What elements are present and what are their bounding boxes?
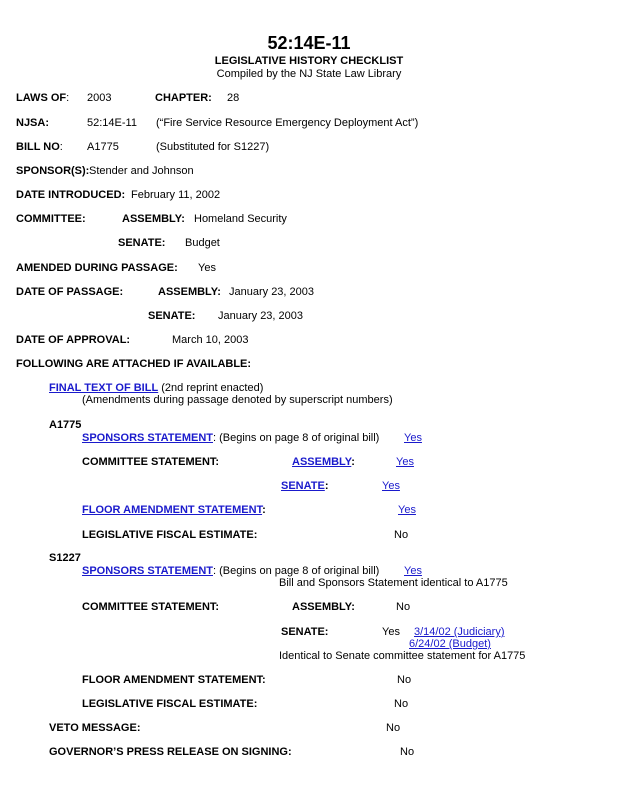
s1227-senate-budget-link[interactable]: 6/24/02 (Budget) (409, 638, 491, 650)
passage-senate-value: January 23, 2003 (218, 310, 304, 322)
njsa-value: 52:14E-11 (87, 117, 137, 129)
sponsors-value: Stender and Johnson (89, 165, 194, 177)
a1775-assembly-row: ASSEMBLY: (292, 456, 355, 468)
s1227-senate-note: Identical to Senate committee statement for A1775 (279, 650, 526, 662)
committee-senate-label: SENATE: (118, 237, 166, 249)
committee-assembly-value: Homeland Security (194, 213, 287, 225)
laws-of-label: LAWS OF: (16, 92, 70, 104)
a1775-senate-yes-link[interactable]: Yes (382, 480, 400, 492)
checklist-title: LEGISLATIVE HISTORY CHECKLIST (214, 55, 404, 67)
s1227-assembly-value: No (396, 601, 411, 613)
press-release-label: GOVERNOR’S PRESS RELEASE ON SIGNING: (49, 746, 292, 758)
final-text-row (49, 382, 263, 394)
s1227-sponsors-row (82, 565, 379, 577)
s1227-heading: S1227 (49, 552, 81, 564)
a1775-assembly-link[interactable]: ASSEMBLY (292, 456, 352, 468)
passage-label: DATE OF PASSAGE: (16, 286, 124, 298)
s1227-fiscal-value: No (394, 698, 409, 710)
bill-no-note: (Substituted for S1227) (156, 141, 270, 153)
s1227-senate-judiciary-link[interactable]: 3/14/02 (Judiciary) (414, 626, 505, 638)
act-name: (“Fire Service Resource Emergency Deployment Act”) (156, 117, 419, 129)
a1775-sponsors-note: : (Begins on page 8 of original bill) (213, 432, 380, 444)
s1227-sponsors-link[interactable]: SPONSORS STATEMENT (82, 565, 213, 577)
s1227-floor-label: FLOOR AMENDMENT STATEMENT: (82, 674, 266, 686)
a1775-heading: A1775 (49, 419, 82, 431)
press-release-value: No (400, 746, 415, 758)
chapter-value: 28 (227, 92, 240, 104)
njsa-label: NJSA: (16, 117, 50, 129)
passage-assembly-label: ASSEMBLY: (158, 286, 221, 298)
amended-value: Yes (198, 262, 216, 274)
a1775-committee-label: COMMITTEE STATEMENT: (82, 456, 220, 468)
date-introduced-label: DATE INTRODUCED: (16, 189, 126, 201)
date-introduced-value: February 11, 2002 (131, 189, 221, 201)
a1775-fiscal-label: LEGISLATIVE FISCAL ESTIMATE: (82, 529, 258, 541)
s1227-sponsors-note: : (Begins on page 8 of original bill) (213, 565, 380, 577)
a1775-sponsors-yes-link[interactable]: Yes (404, 432, 422, 444)
s1227-identical-note: Bill and Sponsors Statement identical to A1775 (279, 577, 508, 589)
final-text-link[interactable]: FINAL TEXT OF BILL (49, 382, 159, 394)
compiled-by: Compiled by the NJ State Law Library (216, 68, 402, 80)
committee-senate-value: Budget (185, 237, 220, 249)
bill-no-label: BILL NO: (16, 141, 63, 153)
amended-label: AMENDED DURING PASSAGE: (16, 262, 178, 274)
final-text-note: (2nd reprint enacted) (158, 382, 264, 394)
a1775-senate-row: SENATE: (281, 480, 329, 492)
veto-value: No (386, 722, 401, 734)
passage-senate-label: SENATE: (148, 310, 196, 322)
a1775-floor-yes-link[interactable]: Yes (398, 504, 416, 516)
committee-label: COMMITTEE: (16, 213, 86, 225)
a1775-floor-link[interactable]: FLOOR AMENDMENT STATEMENT (82, 504, 263, 516)
s1227-senate-value: Yes (382, 626, 400, 638)
a1775-assembly-yes-link[interactable]: Yes (396, 456, 414, 468)
chapter-label: CHAPTER: (155, 92, 212, 104)
amendments-note: (Amendments during passage denoted by superscript numbers) (82, 394, 393, 406)
sponsors-label: SPONSOR(S): (16, 165, 90, 177)
bill-no-value: A1775 (87, 141, 119, 153)
a1775-sponsors-link[interactable]: SPONSORS STATEMENT (82, 432, 213, 444)
page-title: 52:14E-11 (267, 33, 351, 53)
passage-assembly-value: January 23, 2003 (229, 286, 315, 298)
laws-of-value: 2003 (87, 92, 112, 104)
s1227-sponsors-yes-link[interactable]: Yes (404, 565, 422, 577)
approval-label: DATE OF APPROVAL: (16, 334, 131, 346)
s1227-committee-label: COMMITTEE STATEMENT: (82, 601, 220, 613)
a1775-floor-row: FLOOR AMENDMENT STATEMENT: (82, 504, 266, 516)
s1227-assembly-label: ASSEMBLY: (292, 601, 355, 613)
committee-assembly-label: ASSEMBLY: (122, 213, 185, 225)
attached-heading: FOLLOWING ARE ATTACHED IF AVAILABLE: (16, 358, 252, 370)
a1775-fiscal-value: No (394, 529, 409, 541)
s1227-senate-label: SENATE: (281, 626, 329, 638)
veto-label: VETO MESSAGE: (49, 722, 141, 734)
s1227-floor-value: No (397, 674, 412, 686)
a1775-senate-link[interactable]: SENATE (281, 480, 325, 492)
a1775-sponsors-row (82, 432, 379, 444)
s1227-fiscal-label: LEGISLATIVE FISCAL ESTIMATE: (82, 698, 258, 710)
approval-value: March 10, 2003 (172, 334, 249, 346)
